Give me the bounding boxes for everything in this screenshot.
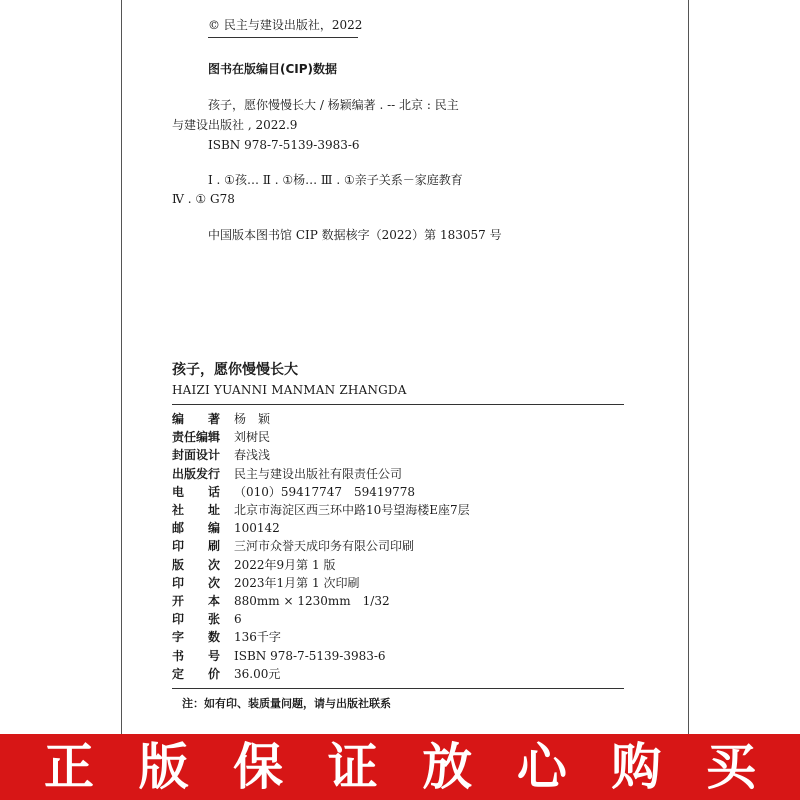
banner-char: 放 [422, 738, 473, 796]
info-value: 北京市海淀区西三环中路10号望海楼E座7层 [234, 503, 470, 517]
copyright-page [121, 0, 689, 734]
info-label-char: 定 [172, 666, 185, 681]
info-label-char: 印 [172, 612, 185, 627]
banner-char: 购 [611, 738, 662, 796]
info-label-char: 本 [207, 594, 220, 608]
info-label-char: 刷 [207, 539, 220, 554]
info-label-spread [172, 521, 220, 535]
book-title-pinyin: HAIZI YUANNI MANMAN ZHANGDA [172, 383, 407, 397]
genuine-guarantee-banner [0, 734, 800, 800]
info-label-char: 社 [172, 503, 185, 517]
banner-char: 心 [516, 738, 567, 796]
banner-char: 版 [138, 738, 189, 796]
info-label-spread [172, 503, 220, 517]
info-label-spread [172, 630, 220, 644]
info-label [172, 503, 228, 517]
info-label: 封面设计 [172, 448, 221, 463]
info-label [172, 558, 228, 572]
info-label [172, 612, 228, 626]
info-value: 2023年1月第 1 次印刷 [234, 575, 360, 590]
info-label-spread [172, 594, 220, 608]
info-label-char: 编 [207, 521, 220, 536]
banner-char: 证 [327, 738, 378, 796]
info-label-spread [172, 612, 220, 626]
info-value: （010）59417747 59419778 [234, 484, 416, 499]
cip-line: 与建设出版社 , 2022.9 [172, 118, 298, 132]
info-label-char: 开 [172, 594, 185, 608]
quality-note: 注：如有印、装质量问题，请与出版社联系 [182, 697, 391, 710]
banner-char: 正 [44, 738, 94, 796]
info-label: 出版发行 [172, 466, 221, 481]
info-value: 36.00元 [234, 666, 281, 681]
info-label-char: 号 [207, 648, 220, 663]
info-label-char: 书 [172, 648, 185, 663]
info-value: 春浅浅 [234, 448, 271, 463]
info-label-char: 电 [172, 484, 185, 499]
info-label [172, 521, 228, 535]
info-label-char: 邮 [172, 521, 185, 536]
copyright-line: © 民主与建设出版社，2022 [208, 18, 363, 32]
cip-line: 中国版本图书馆 CIP 数据核字（2022）第 183057 号 [208, 228, 502, 242]
copyright-underline [208, 37, 358, 38]
cip-line: 孩子，愿你慢慢长大 / 杨颖编著 . -- 北京 : 民主 [208, 98, 459, 112]
info-label: 责任编辑 [172, 430, 221, 445]
info-label-char: 字 [172, 630, 185, 645]
banner-char: 保 [233, 738, 284, 796]
info-value: 杨 颖 [234, 412, 271, 426]
info-label-char: 张 [207, 612, 220, 627]
title-divider [172, 404, 624, 405]
info-label-spread [172, 558, 220, 572]
info-label-char: 次 [207, 575, 220, 590]
info-label-spread [172, 667, 220, 681]
info-value: 100142 [234, 521, 280, 536]
info-label [172, 594, 228, 608]
banner-char: 买 [705, 738, 756, 796]
info-label-char: 版 [172, 557, 185, 572]
info-label-spread [172, 412, 220, 426]
info-label [172, 630, 228, 644]
cip-title: 图书在版编目(CIP)数据 [208, 62, 338, 76]
info-label-char: 编 [172, 412, 185, 426]
info-value: ISBN 978-7-5139-3983-6 [234, 648, 386, 663]
info-value: 6 [234, 612, 242, 627]
info-label [172, 576, 228, 590]
info-label [172, 412, 228, 426]
info-value: 136千字 [234, 630, 281, 645]
info-label-char: 印 [172, 575, 185, 590]
cip-line: Ⅰ . ①孩… Ⅱ . ①杨… Ⅲ . ①亲子关系－家庭教育 [208, 173, 463, 187]
info-label-char: 话 [207, 484, 220, 499]
info-value: 刘树民 [234, 430, 271, 445]
info-label-char: 著 [207, 412, 220, 426]
info-label-spread [172, 485, 220, 499]
book-title: 孩子，愿你慢慢长大 [172, 362, 298, 378]
info-divider [172, 688, 624, 689]
info-value: 三河市众誉天成印务有限公司印刷 [234, 539, 415, 554]
info-label-char: 印 [172, 539, 185, 554]
info-value: 民主与建设出版社有限责任公司 [234, 466, 403, 481]
info-value: 880mm × 1230mm 1/32 [234, 594, 390, 608]
info-label [172, 539, 228, 553]
info-label [172, 667, 228, 681]
info-label-char: 址 [207, 503, 220, 517]
info-label-spread [172, 576, 220, 590]
info-label [172, 485, 228, 499]
info-label [172, 649, 228, 663]
info-label-spread [172, 539, 220, 553]
cip-line: ISBN 978-7-5139-3983-6 [208, 138, 360, 152]
info-label-char: 数 [207, 630, 220, 645]
info-label-char: 价 [207, 666, 220, 681]
info-value: 2022年9月第 1 版 [234, 557, 336, 572]
cip-line: Ⅳ . ① G78 [172, 192, 235, 206]
info-label-char: 次 [207, 557, 220, 572]
info-label-spread [172, 649, 220, 663]
